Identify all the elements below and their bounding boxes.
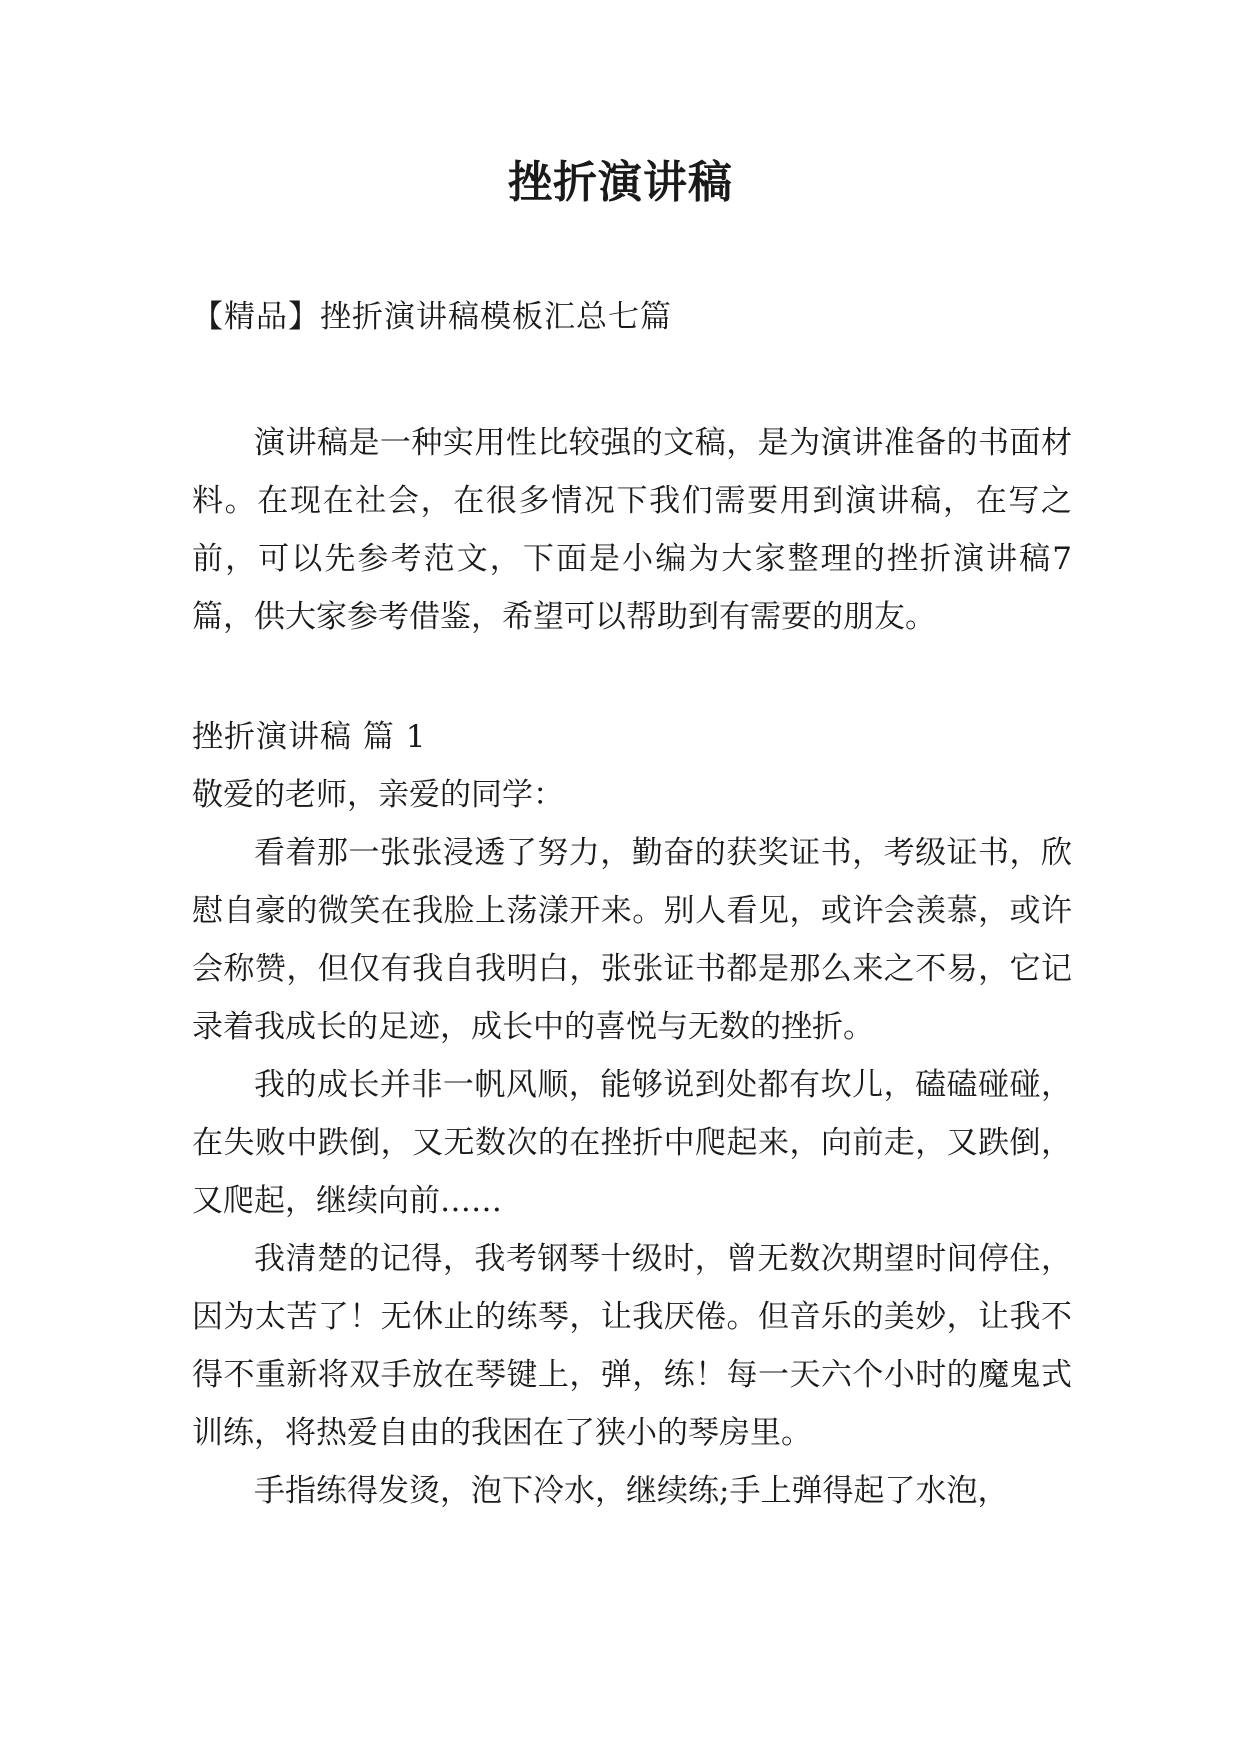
section-heading: 挫折演讲稿 篇 1 [192, 719, 427, 755]
spacer [192, 646, 1072, 708]
document-body [192, 288, 1072, 1520]
salutation: 敬爱的老师，亲爱的同学： [192, 777, 564, 813]
body-paragraph: 我的成长并非一帆风顺，能够说到处都有坎儿，磕磕碰碰，在失败中跌倒，又无数次的在挫折中爬起来，向前走，又跌倒，又爬起，继续向前…… [192, 1067, 1072, 1219]
body-paragraph: 看着那一张张浸透了努力，勤奋的获奖证书，考级证书，欣慰自豪的微笑在我脸上荡漾开来。别人看见，或许会羡慕，或许会称赞，但仅有我自我明白，张张证书都是那么来之不易，它记录着我成长的足迹，成长中的喜悦与无数的挫折。 [192, 835, 1072, 1045]
body-paragraph: 我清楚的记得，我考钢琴十级时，曾无数次期望时间停住，因为太苦了！无休止的练琴，让我厌倦。但音乐的美妙，让我不得不重新将双手放在琴键上，弹，练！每一天六个小时的魔鬼式训练，将热爱自由的我困在了狭小的琴房里。 [192, 1241, 1072, 1451]
spacer [192, 346, 1072, 414]
body-paragraph: 手指练得发烫，泡下冷水，继续练;手上弹得起了水泡， [254, 1473, 1009, 1509]
document-title: 挫折演讲稿 [508, 157, 733, 208]
intro-paragraph: 演讲稿是一种实用性比较强的文稿，是为演讲准备的书面材料。在现在社会，在很多情况下我们需要用到演讲稿，在写之前，可以先参考范文，下面是小编为大家整理的挫折演讲稿7篇，供大家参考借鉴，希望可以帮助到有需要的朋友。 [192, 425, 1072, 635]
document-subtitle: 【精品】挫折演讲稿模板汇总七篇 [192, 299, 672, 335]
